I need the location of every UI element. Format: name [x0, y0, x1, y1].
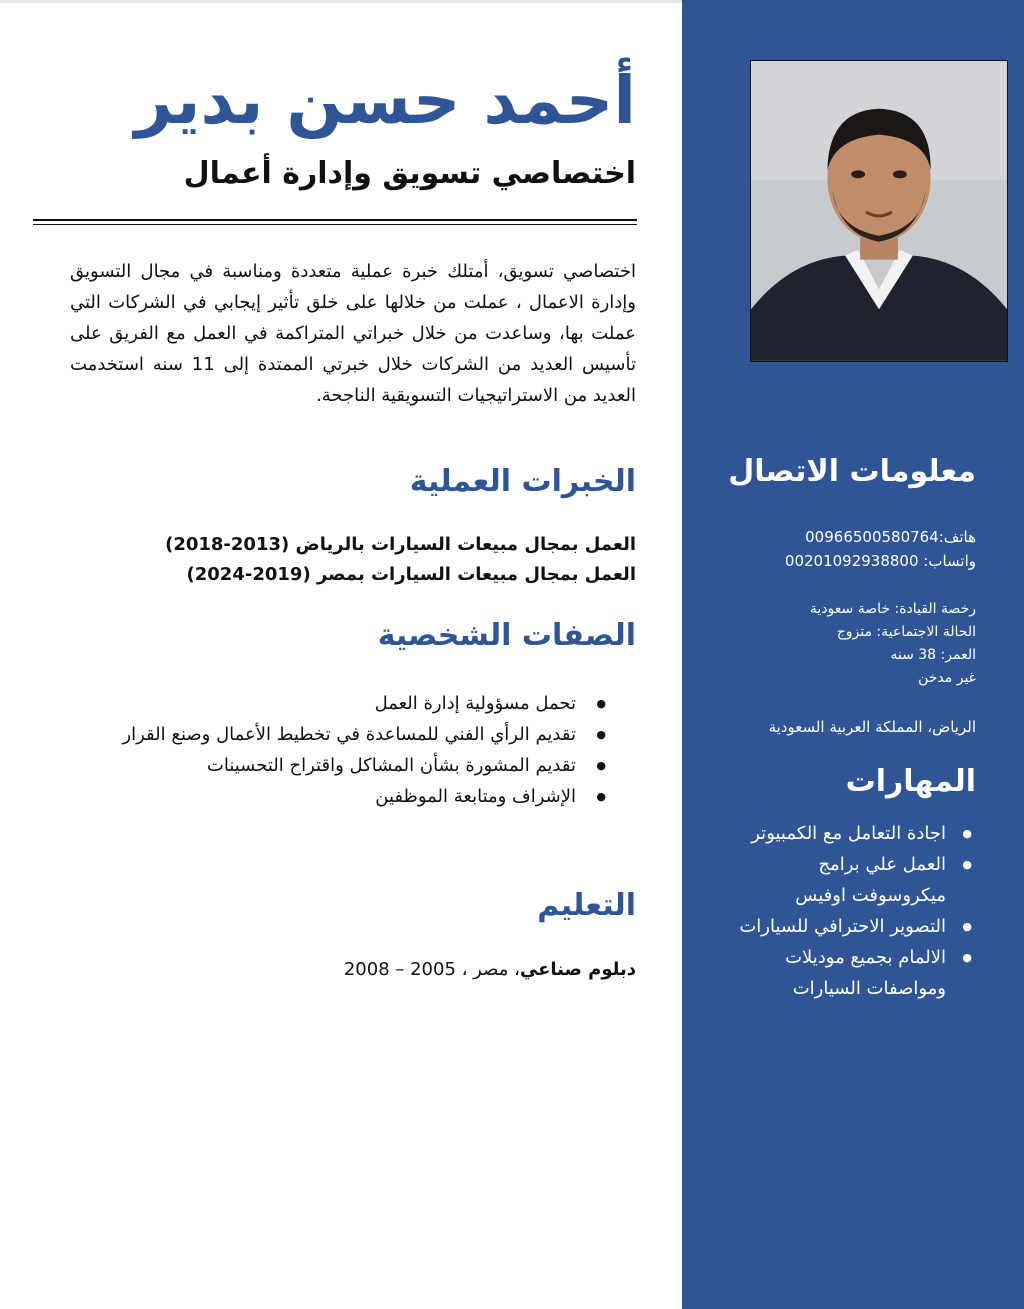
skill-item: ● اجادة التعامل مع الكمبيوتر [736, 818, 976, 849]
experience-item: العمل بمجال مبيعات السيارات بمصر (2019-2024) [186, 564, 636, 585]
experience-item: العمل بمجال مبيعات السيارات بالرياض (2013-2018) [165, 534, 636, 555]
trait-item: ● تقديم الرأي الفني للمساعدة في تخطيط الأعمال وصنع القرار [76, 719, 636, 750]
education-degree: دبلوم صناعي [519, 959, 636, 980]
education-heading: التعليم [537, 888, 636, 923]
candidate-name: أحمد حسن بدير [134, 62, 636, 139]
contact-location: الرياض، المملكة العربية السعودية [768, 718, 976, 736]
contact-license: رخصة القيادة: خاصة سعودية [809, 601, 976, 617]
education-details: ، مصر ، 2005 – 2008 [343, 959, 520, 980]
skills-heading: المهارات [845, 764, 976, 799]
traits-heading: الصفات الشخصية [377, 618, 636, 653]
top-border [0, 0, 682, 3]
experience-heading: الخبرات العملية [409, 464, 636, 499]
contact-phone: هاتف:00966500580764 [805, 528, 976, 546]
skill-item: ● الالمام بجميع موديلات ومواصفات السيارات [736, 942, 976, 1004]
skill-item: ● العمل علي برامج ميكروسوفت اوفيس [736, 849, 976, 911]
trait-item: ● الإشراف ومتابعة الموظفين [76, 781, 636, 812]
skills-list [736, 818, 976, 1004]
profile-photo [750, 60, 1008, 362]
profile-summary: اختصاصي تسويق، أمتلك خبرة عملية متعددة ومناسبة في مجال التسويق وإدارة الاعمال ، عملت من خلالها على خلق تأثير إيجابي في الشركات التي عملت بها، وساعدت من خلال خبراتي المتراكمة في العمل مع الفريق على تأسيس العديد من الشركات خلال خبرتي الممتدة إلى 11 سنه استخدمت العديد من الاستراتيجيات التسويقية الناجحة. [70, 261, 636, 406]
divider-thick [33, 219, 637, 221]
contact-smoking: غير مدخن [918, 670, 976, 686]
traits-list [76, 688, 636, 812]
job-title: اختصاصي تسويق وإدارة أعمال [183, 156, 636, 191]
contact-age: العمر: 38 سنه [890, 647, 976, 663]
contact-heading: معلومات الاتصال [728, 454, 976, 489]
trait-item: ● تقديم المشورة بشأن المشاكل واقتراح التحسينات [76, 750, 636, 781]
trait-item: ● تحمل مسؤولية إدارة العمل [76, 688, 636, 719]
contact-whatsapp: واتساب: 00201092938800 [784, 552, 976, 570]
skill-item: ● التصوير الاحترافي للسيارات [736, 911, 976, 942]
education-entry [344, 955, 636, 985]
divider-thin [33, 224, 637, 225]
contact-marital: الحالة الاجتماعية: متزوج [836, 624, 976, 640]
